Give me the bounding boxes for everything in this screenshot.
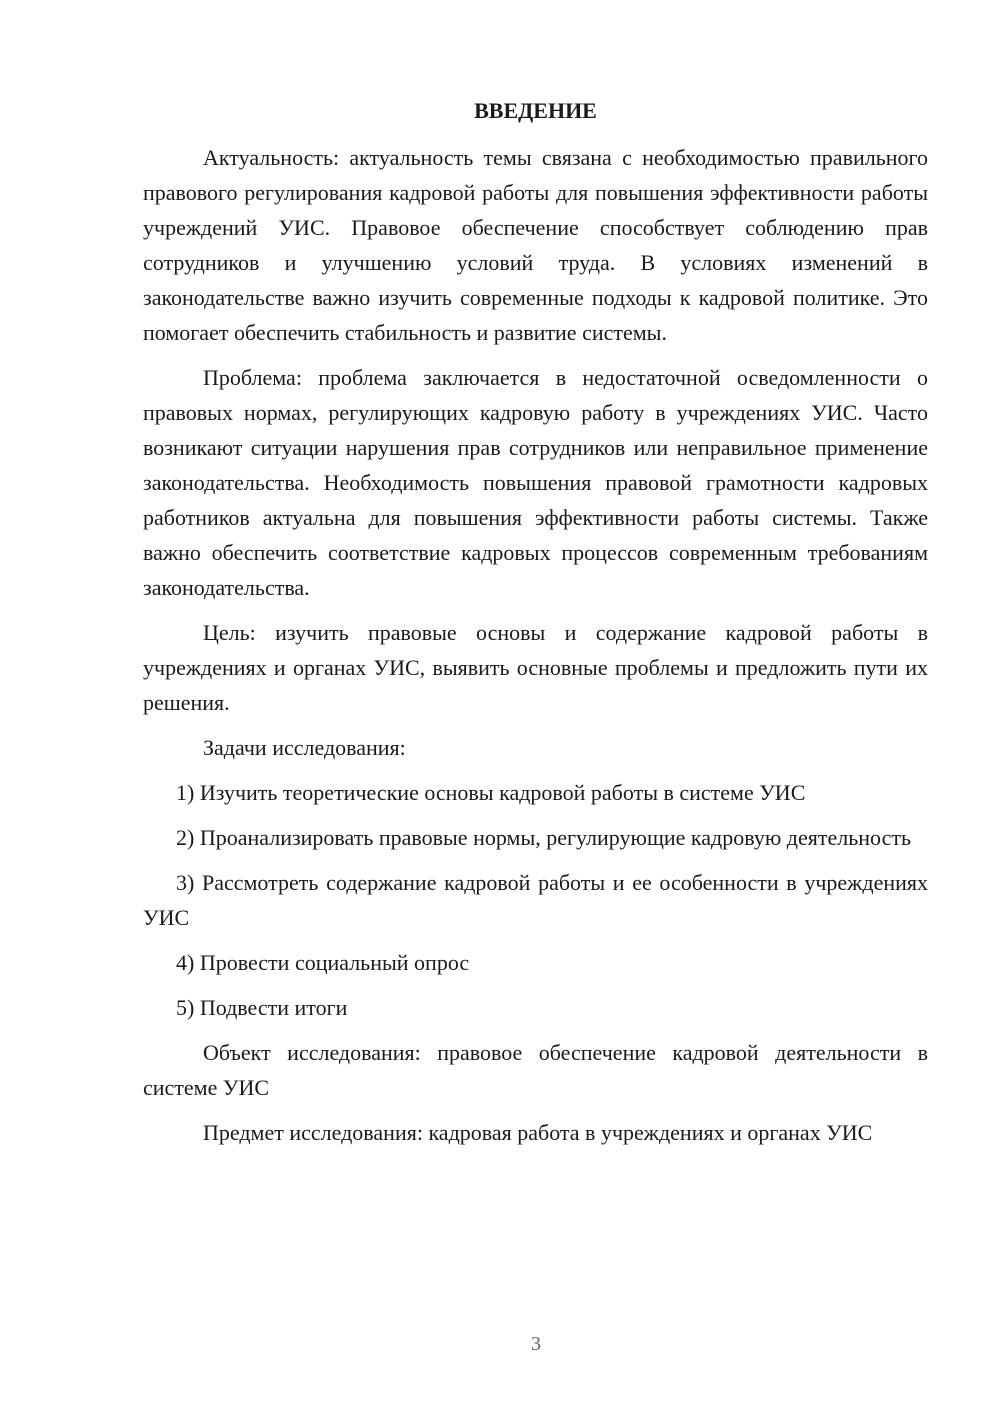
task-item: 5) Подвести итоги (176, 995, 348, 1020)
page-content (143, 96, 928, 1160)
paragraph-object: Объект исследования: правовое обеспечение кадровой деятельности в системе УИС (143, 1040, 928, 1100)
task-item: 4) Провести социальный опрос (176, 950, 470, 975)
task-item: 3) Рассмотреть содержание кадровой работы и ее особенности в учреждениях УИС (143, 870, 928, 930)
page-number: 3 (531, 1333, 541, 1355)
paragraph-goal: Цель: изучить правовые основы и содержание кадровой работы в учреждениях и органах УИС, выявить основные проблемы и предложить пути их решения. (143, 620, 928, 715)
task-item: 1) Изучить теоретические основы кадровой работы в системе УИС (176, 780, 806, 805)
paragraph-problem: Проблема: проблема заключается в недостаточной осведомленности о правовых нормах, регулирующих кадровую работу в учреждениях УИС. Часто возникают ситуации нарушения прав сотрудников или неправильное применение законодательства. Необходимость повышения правовой грамотности кадровых работников актуальна для повышения эффективности работы системы. Также важно обеспечить соответствие кадровых процессов современным требованиям законодательства. (143, 365, 928, 600)
section-title: ВВЕДЕНИЕ (474, 98, 597, 123)
paragraph-tasks-heading: Задачи исследования: (203, 735, 406, 760)
task-item: 2) Проанализировать правовые нормы, регулирующие кадровую деятельность (176, 825, 912, 850)
paragraph-relevance: Актуальность: актуальность темы связана с необходимостью правильного правового регулирования кадровой работы для повышения эффективности работы учреждений УИС. Правовое обеспечение способствует соблюдению прав сотрудников и улучшению условий труда. В условиях изменений в законодательстве важно изучить современные подходы к кадровой политике. Это помогает обеспечить стабильность и развитие системы. (143, 145, 928, 345)
paragraph-subject: Предмет исследования: кадровая работа в учреждениях и органах УИС (203, 1120, 873, 1145)
